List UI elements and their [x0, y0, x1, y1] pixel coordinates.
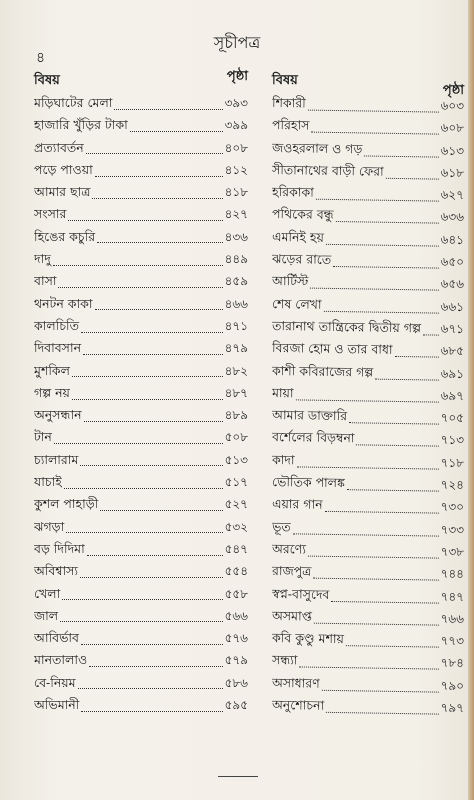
entry-page: ৭৩০: [440, 499, 465, 515]
entry-page: ৭৩৮: [440, 544, 465, 559]
entry-title: কাদা: [271, 451, 295, 468]
page-edge: [468, 0, 474, 800]
entry-page: ৫৫৪: [224, 564, 248, 579]
toc-entry: [34, 114, 248, 136]
toc-entry: [34, 270, 248, 292]
entry-page: ৬৭১: [440, 321, 465, 336]
toc-entry: [272, 538, 464, 563]
entry-title: বাসা: [34, 273, 57, 289]
entry-page: ৪৩৬: [224, 229, 248, 244]
entry-title: বড় দিদিমা: [34, 540, 85, 556]
dot-leader: [83, 342, 223, 355]
entry-page: ৭৮৪: [440, 656, 465, 671]
dot-leader: [92, 186, 222, 199]
entry-title: কুশল পাহাড়ী: [34, 496, 99, 512]
entry-title: প্রত্যাবর্তন: [34, 139, 84, 155]
entry-page: ৭১৮: [440, 455, 465, 470]
entry-title: তারানাথ তান্ত্রিকের দ্বিতীয় গল্প: [271, 317, 422, 336]
toc-entry: [272, 114, 464, 139]
entry-page: ৬৩৬: [440, 210, 465, 225]
toc-list-left: [34, 92, 248, 716]
dot-leader: [78, 676, 223, 689]
entry-title: রাজপুত্র: [271, 563, 312, 579]
entry-page: ৫৬৬: [224, 608, 248, 623]
dot-leader: [375, 366, 439, 380]
toc-entry: [272, 583, 464, 608]
entry-title: আর্টিস্ট: [271, 273, 309, 289]
toc-entry: [34, 293, 248, 315]
toc-entry: [272, 293, 464, 318]
dot-leader: [87, 543, 223, 556]
dot-leader: [316, 187, 439, 202]
toc-entry: [272, 203, 464, 228]
entry-title: শেষ লেখা: [271, 295, 322, 312]
entry-page: ৫০৮: [224, 430, 248, 445]
toc-entry: [272, 426, 464, 451]
entry-page: ৪৬৬: [224, 296, 248, 311]
subject-heading: বিষয়: [272, 73, 298, 88]
entry-title: ভৌতিক পালঙ্ক: [271, 474, 346, 491]
entry-title: মানতালাও: [34, 652, 88, 668]
dot-leader: [364, 143, 438, 157]
entry-page: ৬৬১: [440, 299, 465, 314]
page-heading: পৃষ্ঠা: [442, 83, 464, 98]
dot-leader: [72, 387, 223, 400]
toc-entry: [272, 560, 464, 585]
toc-entry: [34, 605, 248, 627]
entry-page: ৬৫৬: [440, 277, 465, 292]
entry-page: ৬৯৭: [440, 388, 465, 403]
dot-leader: [95, 164, 223, 177]
entry-title: জওহরলাল ও গড়: [271, 139, 363, 157]
dot-leader: [62, 587, 222, 600]
entry-page: ৬৪১: [440, 232, 465, 247]
entry-title: সন্ধ্যা: [271, 652, 298, 668]
toc-entry: [272, 159, 464, 184]
entry-page: ৪৮২: [224, 363, 248, 378]
entry-title: গল্প নয়: [34, 384, 70, 400]
entry-page: ৭১৩: [440, 433, 465, 448]
toc-entry: [34, 449, 248, 471]
footer-rule: [218, 776, 258, 777]
entry-page: ৪৪৯: [224, 252, 248, 267]
entry-title: বে-নিয়ম: [34, 674, 76, 690]
dot-leader: [308, 97, 439, 112]
entry-page: ৪৫৯: [224, 274, 248, 289]
entry-page: ৫৭৬: [224, 631, 248, 646]
entry-title: দিবাবসান: [34, 340, 82, 356]
toc-entry: [272, 516, 464, 541]
dot-leader: [66, 520, 222, 533]
entry-title: থনটন কাকা: [34, 295, 93, 311]
dot-leader: [308, 543, 439, 558]
page-heading: পৃষ্ঠা: [226, 69, 248, 84]
entry-title: এয়ার গান: [271, 496, 323, 513]
entry-title: কবি কুণ্ডু মশায়: [271, 630, 345, 647]
toc-entry: [34, 694, 248, 716]
toc-entry: [272, 449, 464, 474]
entry-title: অসমাপ্ত: [271, 607, 313, 624]
entry-title: ভূত: [271, 518, 291, 534]
entry-page: ৫১৭: [224, 475, 248, 490]
entry-page: ৬৯১: [440, 366, 465, 381]
entry-page: ৫৯৫: [224, 698, 248, 713]
page-number: ৪: [36, 50, 46, 66]
dot-leader: [331, 588, 438, 603]
toc-entry: [272, 605, 464, 630]
entry-page: ৬২৭: [440, 187, 465, 203]
entry-title: জাল: [34, 607, 59, 623]
entry-page: ৪১৮: [224, 185, 248, 200]
entry-title: শিকারী: [271, 95, 306, 111]
dot-leader: [326, 700, 439, 715]
dot-leader: [349, 410, 439, 424]
dot-leader: [130, 119, 223, 132]
entry-page: ৭৯০: [440, 678, 465, 693]
entry-page: ৬০৩: [440, 98, 465, 114]
dot-leader: [72, 364, 223, 377]
dot-leader: [336, 209, 439, 224]
entry-page: ৩৯৩: [224, 96, 248, 110]
entry-title: স্বপ্ন-বাসুদেব: [271, 585, 330, 602]
entry-page: ৭৬৬: [440, 611, 465, 626]
toc-column-right: [272, 66, 464, 716]
entry-title: অনুসন্ধান: [34, 407, 82, 423]
toc-list-right: [272, 92, 464, 716]
dot-leader: [89, 654, 222, 667]
entry-page: ৬৫০: [440, 254, 465, 270]
toc-entry: [272, 672, 464, 697]
dot-leader: [114, 97, 222, 110]
entry-title: অনুশোচনা: [271, 697, 325, 713]
entry-page: ৫৩২: [224, 519, 248, 534]
toc-entry: [272, 270, 464, 295]
entry-page: ৫৮৬: [224, 675, 248, 690]
dot-leader: [386, 165, 439, 179]
entry-title: মায়া: [271, 384, 294, 401]
toc-entry: [34, 471, 248, 493]
entry-page: ৭৯৭: [440, 700, 465, 716]
entry-page: ৪২৭: [224, 207, 248, 222]
dot-leader: [310, 276, 438, 291]
entry-page: ৩৯৯: [224, 118, 248, 133]
entry-page: ৪১২: [224, 162, 248, 177]
entry-title: পরিহাস: [271, 117, 310, 133]
dot-leader: [80, 565, 223, 578]
entry-page: ৭৭৩: [440, 633, 465, 649]
entry-title: ঝগড়া: [34, 518, 65, 534]
dot-leader: [53, 253, 223, 266]
entry-page: ৭৩৩: [440, 522, 465, 537]
toc-entry: [34, 404, 248, 426]
column-header: [34, 66, 248, 92]
dot-leader: [314, 610, 439, 625]
toc-entry: [272, 493, 464, 518]
toc-entry: [34, 159, 248, 181]
entry-page: ৬১৮: [440, 165, 465, 180]
dot-leader: [58, 275, 222, 288]
entry-page: ৬৮৫: [440, 343, 465, 359]
entry-title: ঝড়ের রাতে: [271, 251, 332, 268]
dot-leader: [86, 141, 223, 154]
dot-leader: [80, 453, 222, 466]
dot-leader: [311, 120, 438, 135]
dot-leader: [296, 454, 438, 469]
dot-leader: [356, 432, 438, 446]
entry-page: ৬০৮: [440, 120, 465, 136]
entry-title: টান: [34, 429, 52, 445]
entry-page: ৫২৭: [224, 497, 248, 512]
entry-title: আবির্ভাব: [34, 630, 80, 646]
entry-page: ৭০৫: [440, 410, 465, 426]
page-title: সূচীপত্র: [213, 33, 261, 52]
toc-entry: [272, 137, 464, 162]
entry-title: অবিশ্বাস্য: [34, 563, 79, 579]
entry-title: মড়িঘাটের মেলা: [34, 95, 113, 110]
dot-leader: [84, 409, 223, 422]
entry-page: ৪০৮: [224, 140, 248, 155]
entry-title: পথিকের বন্ধু: [271, 206, 334, 223]
toc-entry: [34, 672, 248, 694]
dot-leader: [333, 254, 439, 269]
entry-title: বিরজা হোম ও তার বাধা: [271, 340, 393, 358]
entry-title: সীতানাথের বাড়ী ফেরা: [271, 161, 384, 179]
dot-leader: [100, 498, 222, 511]
entry-title: দাদু: [34, 251, 51, 267]
toc-entry: [34, 181, 248, 203]
dot-leader: [322, 677, 439, 692]
dot-leader: [81, 320, 223, 333]
dot-leader: [347, 477, 439, 491]
dot-leader: [299, 654, 438, 669]
entry-title: চ্যালারাম: [34, 451, 79, 467]
entry-page: ৭৪৪: [440, 566, 465, 582]
entry-title: হিঙের কচুরি: [34, 228, 96, 244]
toc-entry: [34, 92, 248, 114]
dot-leader: [64, 476, 223, 489]
toc-entry: [34, 493, 248, 515]
entry-title: কালচিতি: [34, 317, 79, 333]
entry-title: আমার ডাক্তারি: [271, 407, 348, 424]
toc-entry: [34, 360, 248, 382]
entry-title: আমার ছাত্র: [34, 184, 91, 200]
entry-title: যাচাই: [34, 474, 62, 490]
dot-leader: [295, 387, 438, 402]
toc-entry: [272, 337, 464, 362]
toc-entry: [34, 226, 248, 248]
entry-title: বর্শেলের বিড়ম্বনা: [271, 429, 355, 446]
dot-leader: [326, 231, 439, 246]
entry-title: সংসার: [34, 206, 67, 222]
toc-entry: [34, 426, 248, 448]
dot-leader: [81, 632, 223, 645]
toc-entry: [272, 226, 464, 251]
dot-leader: [68, 208, 222, 221]
toc-entry: [34, 382, 248, 404]
toc-entry: [272, 382, 464, 407]
toc-entry: [34, 583, 248, 605]
toc-entry: [34, 560, 248, 582]
entry-page: ৫৪৭: [224, 541, 248, 556]
toc-entry: [34, 516, 248, 538]
dot-leader: [81, 699, 222, 712]
entry-page: ৪৭৯: [224, 341, 248, 356]
entry-page: ৭২৪: [440, 477, 465, 493]
entry-title: মুশকিল: [34, 362, 70, 378]
toc-entry: [272, 360, 464, 385]
dot-leader: [323, 298, 438, 313]
dot-leader: [313, 566, 438, 581]
toc-entry: [34, 538, 248, 560]
toc-entry: [34, 203, 248, 225]
entry-page: ৪৭১: [224, 318, 248, 333]
entry-title: অসাধারণ: [271, 674, 320, 691]
subject-heading: বিষয়: [34, 73, 60, 88]
dot-leader: [325, 499, 439, 514]
column-header: [272, 66, 464, 98]
toc-entry: [34, 315, 248, 337]
entry-page: ৪৮৯: [224, 408, 248, 423]
toc-entry: [34, 649, 248, 671]
entry-title: এমনিই হয়: [271, 228, 325, 245]
entry-page: ৫৭৯: [224, 653, 248, 668]
entry-page: ৬১৩: [440, 143, 465, 158]
toc-entry: [272, 694, 464, 719]
entry-page: ৭৪৭: [440, 589, 465, 604]
entry-title: অরণ্যে: [271, 540, 307, 557]
dot-leader: [54, 431, 223, 444]
entry-title: হাজারি খুঁড়ির টাকা: [34, 117, 128, 133]
entry-title: হরিকাকা: [271, 184, 314, 200]
entry-page: ৪৮৭: [224, 385, 248, 400]
entry-title: অভিমানী: [34, 697, 80, 713]
dot-leader: [394, 344, 438, 358]
toc-entry: [34, 137, 248, 159]
dot-leader: [346, 633, 439, 647]
toc-column-left: [34, 66, 248, 716]
dot-leader: [95, 297, 223, 310]
entry-page: ৫১৩: [224, 452, 248, 467]
dot-leader: [293, 521, 439, 536]
toc-entry: [34, 248, 248, 270]
toc-entry: [34, 337, 248, 359]
dot-leader: [423, 322, 439, 335]
entry-title: খেলা: [34, 585, 61, 601]
dot-leader: [97, 230, 222, 243]
toc-entry: [34, 627, 248, 649]
toc-entry: [272, 649, 464, 674]
entry-page: ৫৫৮: [224, 586, 248, 601]
entry-title: পড়ে পাওয়া: [34, 161, 93, 177]
dot-leader: [60, 609, 222, 622]
entry-title: কাশী কবিরাজের গল্প: [271, 362, 374, 380]
